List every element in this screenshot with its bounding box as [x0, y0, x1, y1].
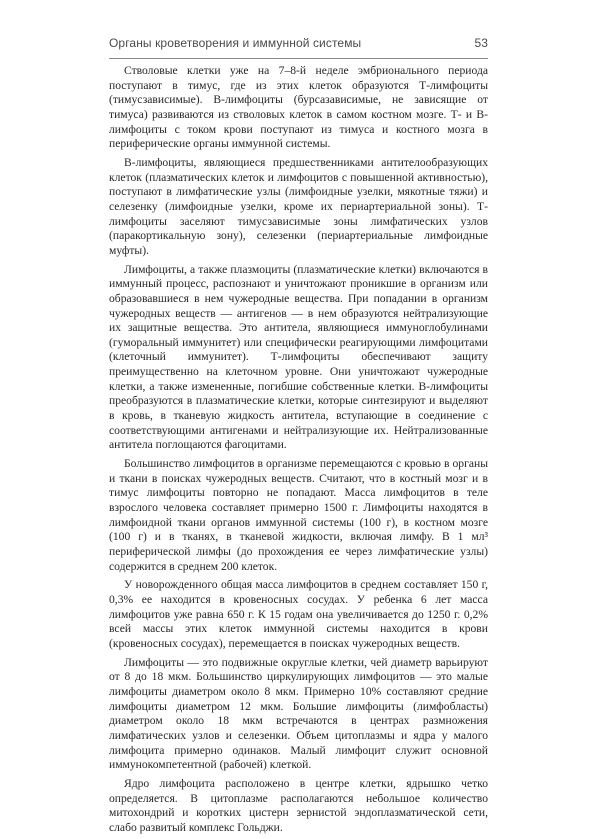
paragraph: У новорожденного общая масса лимфоцитов в среднем составляет 150 г, 0,3% ее находится в кровеносных сосудах. У ребенка 6 лет масса лимфоцитов уже равна 650 г. К 15 годам она увеличивается до 1250 г. 0,2% всей массы этих клеток иммунной системы находится в крови (кровеносных сосудах), перемещается в поисках чужеродных веществ.	[109, 578, 488, 650]
paragraph: Лимфоциты, а также плазмоциты (плазматические клетки) включаются в иммунный процесс, распознают и уничтожают проникшие в организм или образовавшиеся в нем чужеродные вещества. При попадании в организм чужеродных веществ — антигенов — в нем образуются нейтрализующие их защитные вещества. Это антитела, являющиеся иммуноглобулинами (гуморальный иммунитет) или специфически реагирующими лимфоцитами (клеточный иммунитет). Т-лимфоциты обеспечивают защиту преимущественно на клеточном уровне. Они уничтожают чужеродные клетки, а также измененные, погибшие собственные клетки. В-лимфоциты преобразуются в плазматические клетки, которые синтезируют и выделяют в кровь, в тканевую жидкость антитела, вступающие в соединение с соответствующими антигенами и нейтрализующие их. Нейтрализованные антитела поглощаются фагоцитами.	[109, 262, 488, 452]
running-title: Органы кроветворения и иммунной системы	[109, 36, 362, 50]
header-rule	[109, 58, 488, 59]
paragraph: Стволовые клетки уже на 7–8-й неделе эмбрионального периода поступают в тимус, где из этих клеток образуются Т-лимфоциты (тимусзависимые). В-лимфоциты (бурсазависимые, не зависящие от тимуса) развиваются из стволовых клеток в самом костном мозге. Т- и В-лимфоциты с током крови поступают из тимуса и костного мозга в периферические органы иммунной системы.	[109, 64, 488, 151]
body-text	[109, 64, 488, 839]
paragraph: В-лимфоциты, являющиеся предшественниками антителообразующих клеток (плазматических клеток и лимфоцитов с повышенной активностью), поступают в лимфатические узлы (лимфоидные узелки, мякотные тяжи) и селезенку (лимфоидные узелки, кроме их периартериальной зоны). Т-лимфоциты заселяют тимусзависимые зоны лимфатических узлов (паракортикальную зону), селезенки (периартериальные лимфоидные муфты).	[109, 155, 488, 257]
paragraph: Лимфоциты — это подвижные округлые клетки, чей диаметр варьируют от 8 до 18 мкм. Большинство циркулирующих лимфоцитов — это малые лимфоциты диаметром около 8 мкм. Примерно 10% составляют средние лимфоциты диаметром 12 мкм. Большие лимфоциты (лимфобласты) диаметром около 18 мкм встречаются в центрах размножения лимфатических узлов и селезенки. Объем цитоплазмы и ядра у малого лимфоцита примерно одинаков. Малый лимфоцит служит основной иммунокомпетентной (рабочей) клеткой.	[109, 655, 488, 772]
page-header	[109, 36, 488, 52]
paragraph: Ядро лимфоцита расположено в центре клетки, ядрышко четко определяется. В цитоплазме располагаются небольшое количество митохондрий и коротких цистерн зернистой эндоплазматической сети, слабо развитый комплекс Гольджи.	[109, 776, 488, 834]
page-number: 53	[474, 36, 488, 50]
paragraph: Большинство лимфоцитов в организме перемещаются с кровью в органы и ткани в поисках чужеродных веществ. Считают, что в костный мозг и в тимус лимфоциты повторно не попадают. Масса лимфоцитов в теле взрослого человека составляет примерно 1500 г. Лимфоциты находятся в лимфоидной ткани органов иммунной системы (100 г), в костном мозге (100 г) и в тканях, в тканевой жидкости, включая лимфу. В 1 мл³ периферической лимфы (до прохождения ее через лимфатические узлы) содержится в среднем 200 клеток.	[109, 457, 488, 573]
